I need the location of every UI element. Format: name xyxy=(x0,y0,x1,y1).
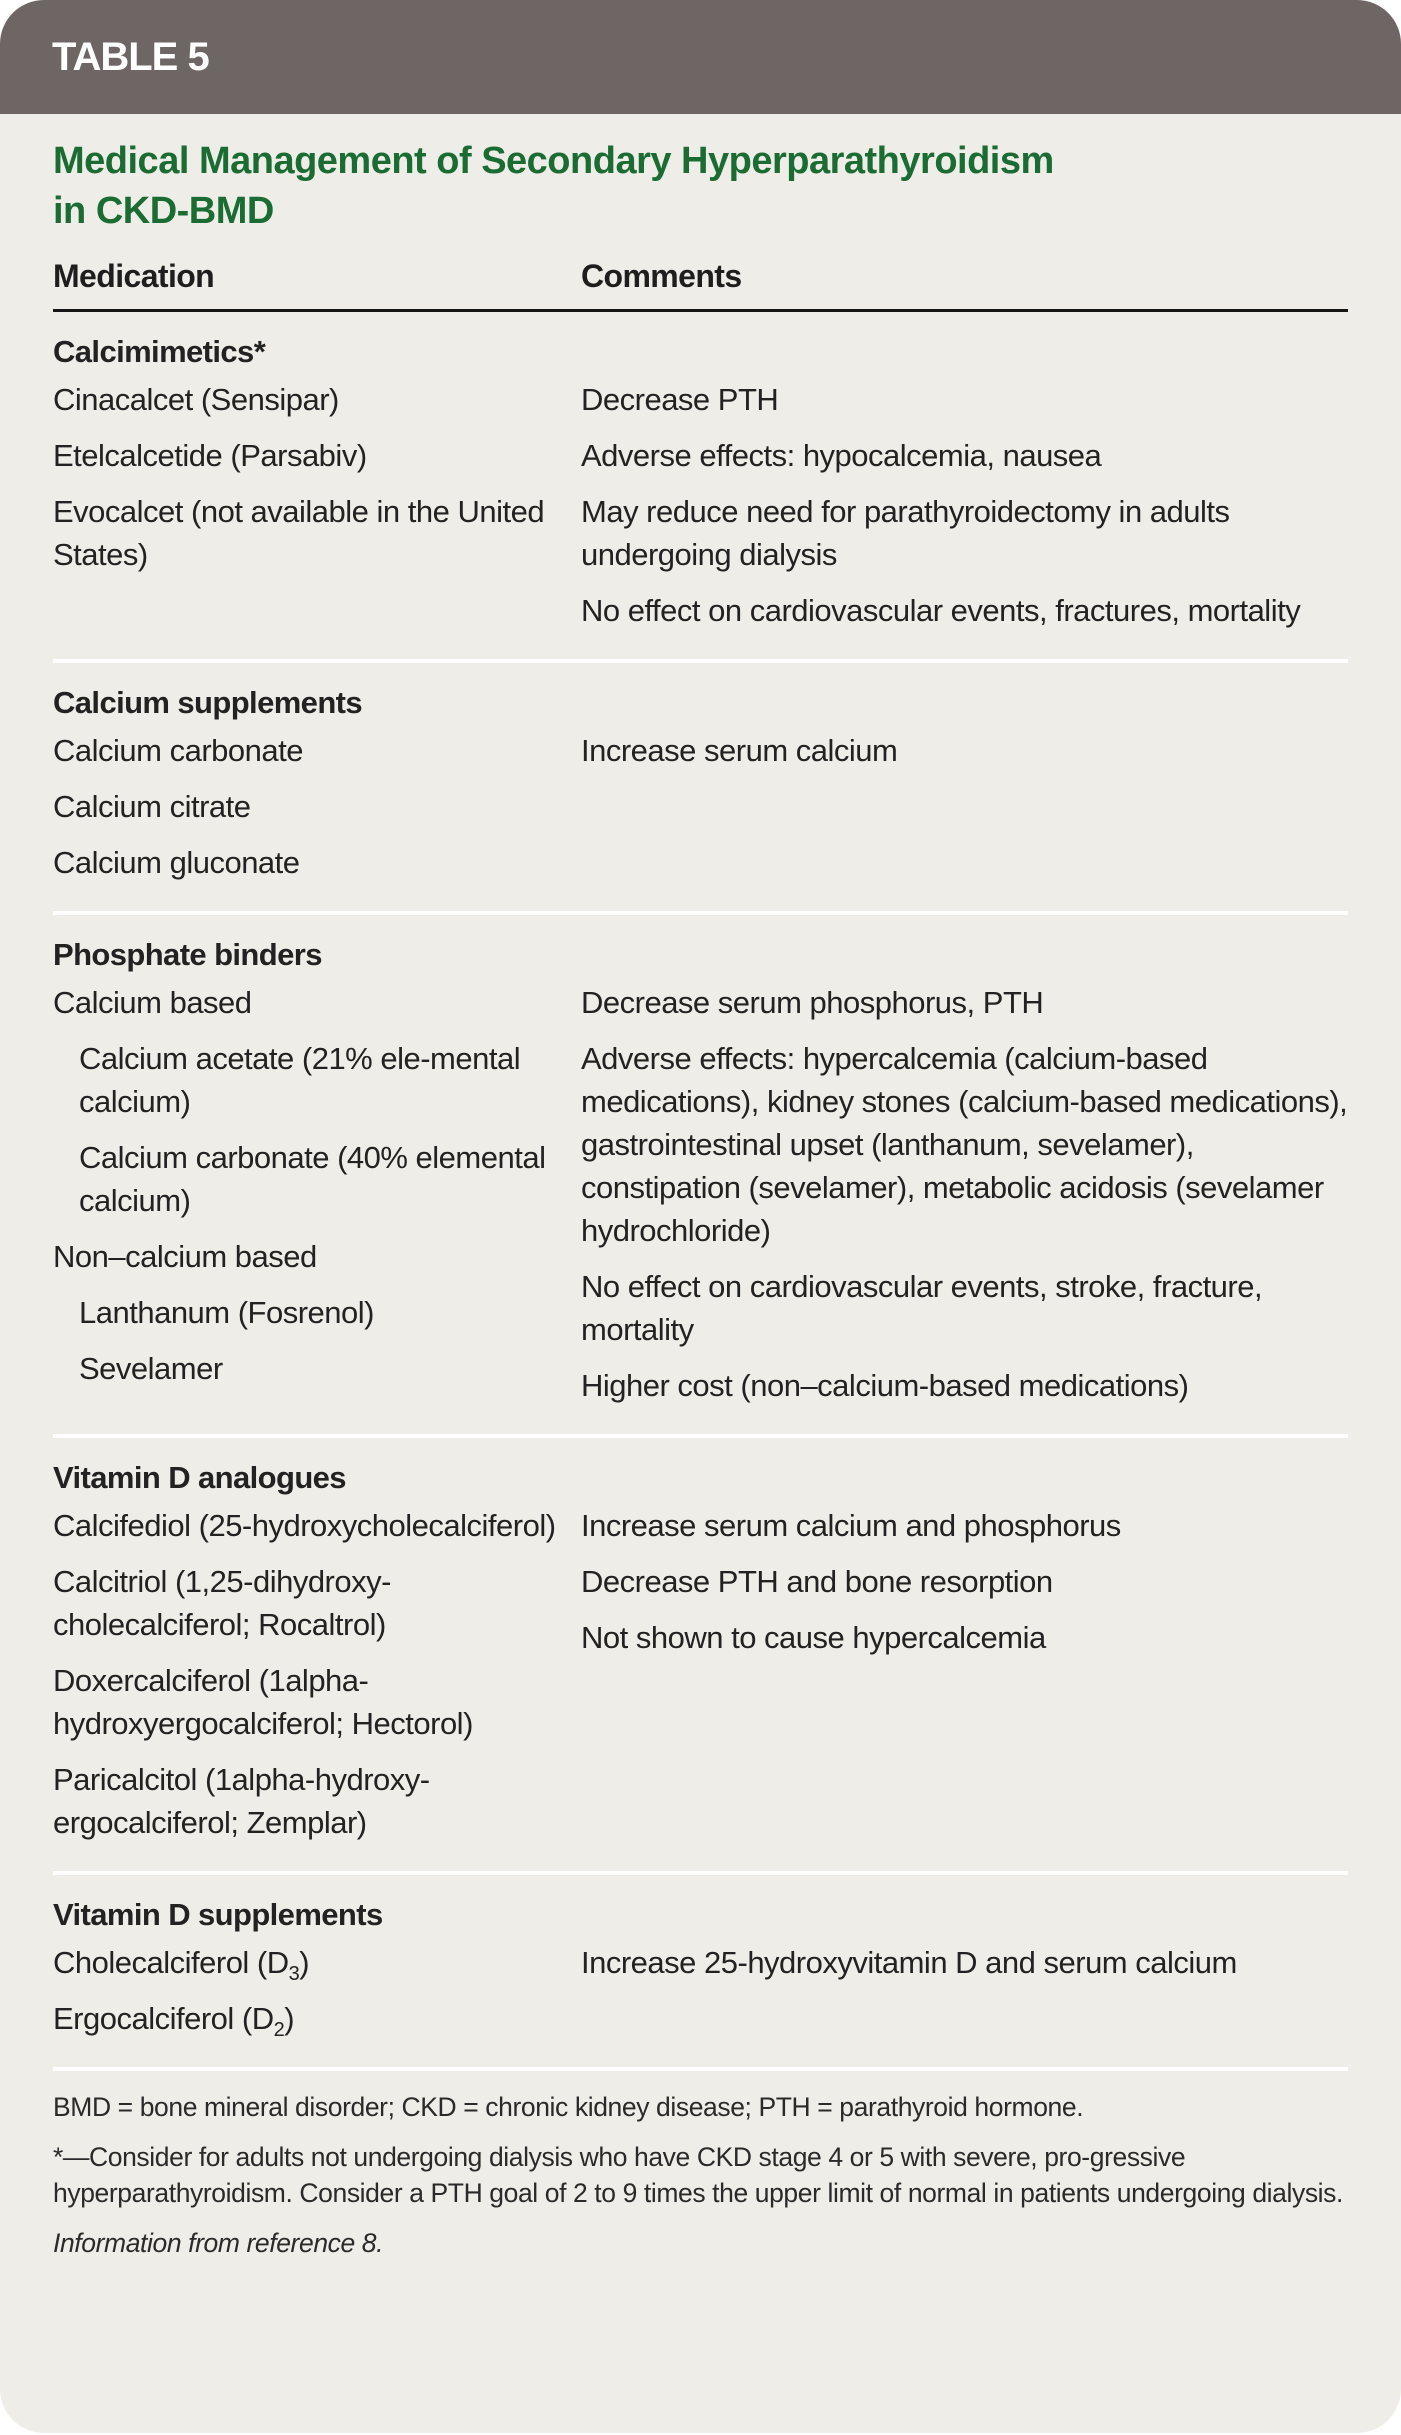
medication-text: Calcitriol (1,25-dihydroxy-cholecalciferol; Rocaltrol) xyxy=(53,1564,391,1642)
comment-item: No effect on cardiovascular events, fractures, mortality xyxy=(581,593,1301,628)
medication-text: Cholecalciferol (D xyxy=(53,1945,289,1980)
comment-item: Increase 25-hydroxyvitamin D and serum calcium xyxy=(581,1945,1237,1980)
medication-text: Cinacalcet (Sensipar) xyxy=(53,382,339,417)
medication-item xyxy=(53,1941,581,1984)
table-title-line-2: in CKD-BMD xyxy=(53,190,274,232)
medication-text: Non–calcium based xyxy=(53,1239,317,1274)
comment-item: No effect on cardiovascular events, stroke, fracture, mortality xyxy=(581,1269,1263,1347)
footnote: *—Consider for adults not undergoing dialysis who have CKD stage 4 or 5 with severe, pro-gressive hyperparathyroidism. Consider a PTH goal of 2 to 9 times the upper limit of normal in patients undergoing dialysis. xyxy=(53,2142,1343,2208)
abbreviations-note: BMD = bone mineral disorder; CKD = chronic kidney disease; PTH = parathyroid hormone. xyxy=(53,2092,1084,2122)
column-header-comments: Comments xyxy=(581,258,742,294)
table-section xyxy=(53,312,1348,663)
medication-item xyxy=(53,434,581,477)
medication-text: Calcium carbonate xyxy=(53,733,303,768)
section-rows xyxy=(53,729,1348,897)
medication-column xyxy=(53,1504,581,1857)
comment-item: Adverse effects: hypocalcemia, nausea xyxy=(581,438,1102,473)
medication-text: Calcium based xyxy=(53,985,252,1020)
source-note: Information from reference 8. xyxy=(53,2228,384,2258)
medication-text: Calcium carbonate (40% elemental calcium) xyxy=(79,1140,546,1218)
medication-subscript: 2 xyxy=(273,2019,285,2042)
medication-item xyxy=(53,981,581,1024)
medication-subscript: 3 xyxy=(288,1963,300,1986)
comment-item: Decrease serum phosphorus, PTH xyxy=(581,985,1044,1020)
table-section xyxy=(53,1438,1348,1875)
medication-item xyxy=(53,785,581,828)
medication-text: Sevelamer xyxy=(79,1351,223,1386)
medication-item xyxy=(53,1347,581,1390)
medication-item xyxy=(53,1997,581,2040)
comment-item: Decrease PTH xyxy=(581,382,779,417)
medication-item xyxy=(53,729,581,772)
section-title: Vitamin D supplements xyxy=(53,1897,383,1932)
comments-column xyxy=(581,981,1348,1420)
section-title: Vitamin D analogues xyxy=(53,1460,346,1495)
table-section xyxy=(53,915,1348,1438)
medication-item xyxy=(53,490,581,576)
table-label: TABLE 5 xyxy=(52,34,209,79)
comments-column xyxy=(581,729,1348,897)
medication-item xyxy=(53,1291,581,1334)
section-rows xyxy=(53,1504,1348,1857)
medication-text-tail: ) xyxy=(299,1945,310,1980)
table-body xyxy=(53,312,1348,2071)
medication-text: Calcium gluconate xyxy=(53,845,300,880)
comment-item: Increase serum calcium xyxy=(581,733,898,768)
comments-column xyxy=(581,1941,1348,2053)
medication-text: Calcium acetate (21% ele-mental calcium) xyxy=(79,1041,521,1119)
comment-item: Not shown to cause hypercalcemia xyxy=(581,1620,1046,1655)
comments-column xyxy=(581,1504,1348,1857)
section-title: Calcimimetics* xyxy=(53,334,266,369)
comment-item: Adverse effects: hypercalcemia (calcium-based medications), kidney stones (calcium-based medications), gastrointestinal upset (lanthanum, sevelamer), constipation (sevelamer), metabolic acidosis (sevelamer hydrochloride) xyxy=(581,1041,1348,1248)
section-rows xyxy=(53,981,1348,1420)
comments-column xyxy=(581,378,1348,645)
medication-text: Evocalcet (not available in the United States) xyxy=(53,494,545,572)
medication-text-tail: ) xyxy=(284,2001,295,2036)
medication-text: Paricalcitol (1alpha-hydroxy-ergocalciferol; Zemplar) xyxy=(53,1762,430,1840)
medication-item xyxy=(53,378,581,421)
table-section xyxy=(53,1875,1348,2071)
table-section xyxy=(53,663,1348,915)
comment-item: Decrease PTH and bone resorption xyxy=(581,1564,1053,1599)
medication-item xyxy=(53,1504,581,1547)
medication-column xyxy=(53,729,581,897)
table-content xyxy=(0,136,1401,2261)
medication-text: Calcium citrate xyxy=(53,789,251,824)
table-notes xyxy=(53,2071,1348,2261)
comment-item: Increase serum calcium and phosphorus xyxy=(581,1508,1121,1543)
table-header-bar xyxy=(0,0,1401,114)
table-title xyxy=(53,136,1348,236)
medication-item xyxy=(53,1758,581,1844)
comment-item: Higher cost (non–calcium-based medications) xyxy=(581,1368,1189,1403)
medication-text: Lanthanum (Fosrenol) xyxy=(79,1295,374,1330)
table-title-line-1: Medical Management of Secondary Hyperparathyroidism xyxy=(53,140,1054,182)
comment-item: May reduce need for parathyroidectomy in adults undergoing dialysis xyxy=(581,494,1230,572)
medication-item xyxy=(53,1136,581,1222)
section-title: Calcium supplements xyxy=(53,685,363,720)
column-headers xyxy=(53,258,1348,312)
medication-item xyxy=(53,1235,581,1278)
medication-column xyxy=(53,981,581,1420)
medication-item xyxy=(53,841,581,884)
medication-text: Etelcalcetide (Parsabiv) xyxy=(53,438,367,473)
section-title: Phosphate binders xyxy=(53,937,322,972)
column-header-medication: Medication xyxy=(53,258,215,294)
medication-text: Ergocalciferol (D xyxy=(53,2001,274,2036)
medication-item xyxy=(53,1560,581,1646)
medication-column xyxy=(53,378,581,645)
medication-item xyxy=(53,1659,581,1745)
section-rows xyxy=(53,378,1348,645)
medication-item xyxy=(53,1037,581,1123)
medication-text: Doxercalciferol (1alpha-hydroxyergocalciferol; Hectorol) xyxy=(53,1663,473,1741)
medication-column xyxy=(53,1941,581,2053)
section-rows xyxy=(53,1941,1348,2053)
medication-text: Calcifediol (25-hydroxycholecalciferol) xyxy=(53,1508,556,1543)
